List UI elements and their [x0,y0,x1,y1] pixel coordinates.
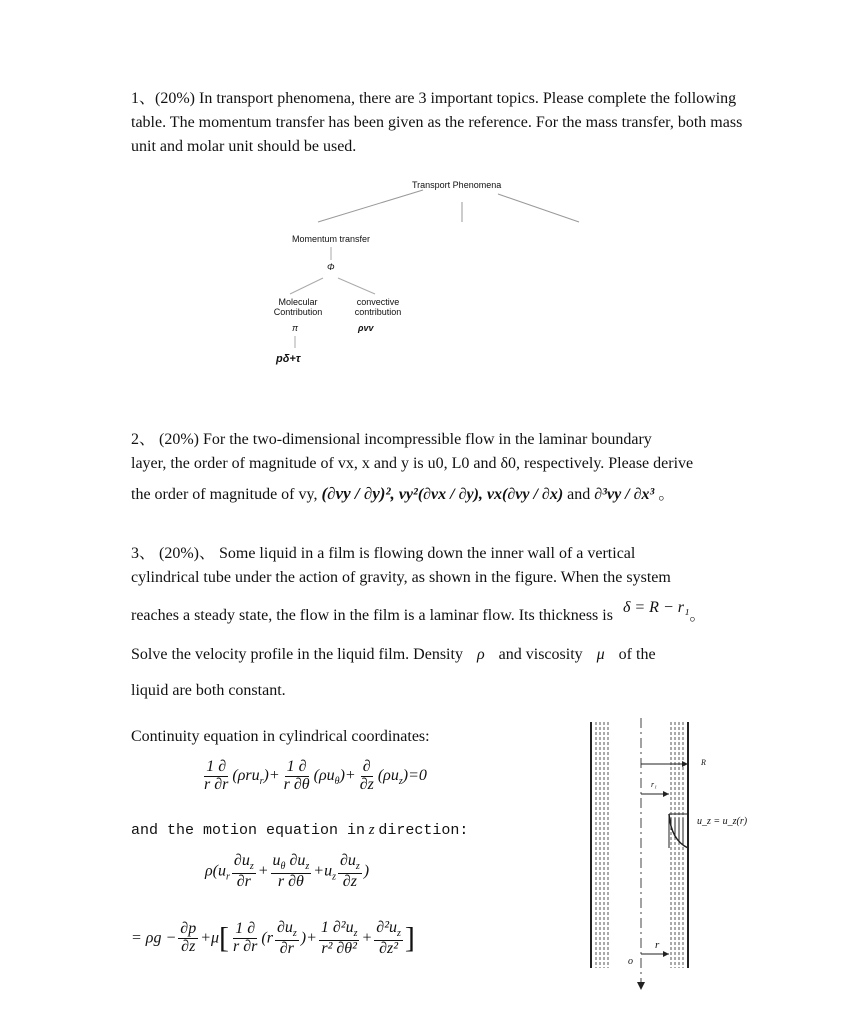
q2-line-2: layer, the order of magnitude of vx, x and y is u0, L0 and δ0, respectively. Please derive [131,455,694,472]
figure-label-o: o [628,956,633,967]
continuity-frac-2: $\frac{1 \partial}{r \partial\theta}$ [283,758,310,793]
diagram-convective [348,297,408,317]
diagram-phi: Φ [327,262,335,272]
question-3-text [131,542,743,590]
figure-label-r1: r₁ [651,780,657,789]
motion-label-b: direction: [378,822,469,839]
motion-label-a: and the motion equation in [131,822,366,839]
motion-label [131,822,468,839]
diagram-convective-line1: convective [356,297,400,307]
q2-term-2: vy²(∂vx / ∂y), [398,486,483,503]
continuity-equation: $\frac{1 \partial}{r \partial r}$ (ρru$_r$)+ $\frac{1 \partial}{r \partial\theta}$ $(\rho u_\theta)+$ $\frac{\partial}{\partial z}$ $(\rho u_z)=0$ [204,758,427,793]
q2-and: and [567,486,591,503]
q3-line-4-c: of the [618,646,656,663]
motion-equation-rhs: = ρg − $\frac{\partial p}{\partial z}$ +μ[ $\frac{1 \partial}{r \partial r}$ (r $\frac{\partial u_z}{\partial r}$ )+ $\frac{1 \partial^2u_z}{\text{r² ∂θ²}}$ + $\frac{\partial^2u_z}{\text{∂z²}}$ ] [131,919,415,957]
diagram-molecular-line1: Molecular [278,297,318,307]
diagram-molecular [268,297,328,317]
motion-equation-lhs: $\rho(u_r$ $\frac{\partial u_z}{\partial r}$ + $\frac{u_\theta \partial u_z}{r \partial\theta}$ $+u_z$ $\frac{\partial u_z}{\partial z}$ ) [205,852,370,890]
q3-line-4-b: and viscosity [498,646,583,663]
falling-film-drawing [585,718,755,990]
diagram-convective-line2: contribution [354,307,402,317]
question-2-text [131,428,743,507]
q2-end: 。 [658,486,675,503]
q3-rho: ρ [476,646,485,663]
diagram-momentum: Momentum transfer [292,234,371,244]
q2-term-4: ∂³vy / ∂x³ [594,486,655,503]
diagram-lines [268,176,588,371]
motion-label-z: z [368,822,375,838]
q2-line-3-start: the order of magnitude of vy, [131,486,318,503]
q3-line-3 [131,599,771,628]
q3-thickness-end: 。 [689,607,706,624]
q2-line-1: 2、 (20%) For the two-dimensional incompressible flow in the laminar boundary [131,431,652,448]
q2-term-3: vx(∂vy / ∂x) [486,486,564,503]
diagram-root: Transport Phenomena [412,180,502,190]
q3-line-4 [131,643,751,667]
question-1-text: 1、(20%) In transport phenomena, there are 3 important topics. Please complete the following table. The momentum transfer has been given as the reference. For the mass transfer, both mass unit and molar unit should be used. [131,90,743,155]
diagram-molecular-line2: Contribution [273,307,323,317]
continuity-frac-3: $\frac{\partial}{\partial z}$ [359,758,374,793]
figure-label-r: r [655,939,660,951]
q3-line-4-a: Solve the velocity profile in the liquid film. Density [131,646,463,663]
diagram-p-delta-tau: pδ+τ [276,353,301,365]
continuity-label: Continuity equation in cylindrical coordinates: [131,728,430,745]
q3-line-3-text: reaches a steady state, the flow in the film is a laminar flow. Its thickness is [131,607,613,624]
q2-term-1: (∂vy / ∂y)², [321,484,395,503]
q3-line-1: 3、 (20%)、 Some liquid in a film is flowing down the inner wall of a vertical [131,545,636,562]
continuity-frac-1: $\frac{1 \partial}{r \partial r}$ [204,758,229,793]
figure-label-R: R [701,758,706,767]
diagram-pi: π [292,323,299,333]
falling-film-figure [585,718,755,990]
q3-thickness-eq: δ = R − r₁ [622,599,690,616]
q3-line-5: liquid are both constant. [131,682,286,699]
q3-line-2: cylindrical tube under the action of gravity, as shown in the figure. When the system [131,569,671,586]
figure-label-uz: u_z = u_z(r) [697,816,748,827]
diagram-rho-vv: ρvv [358,323,374,333]
q2-line-3 [131,482,743,507]
q3-mu: μ [596,646,605,663]
transport-diagram [268,176,588,371]
